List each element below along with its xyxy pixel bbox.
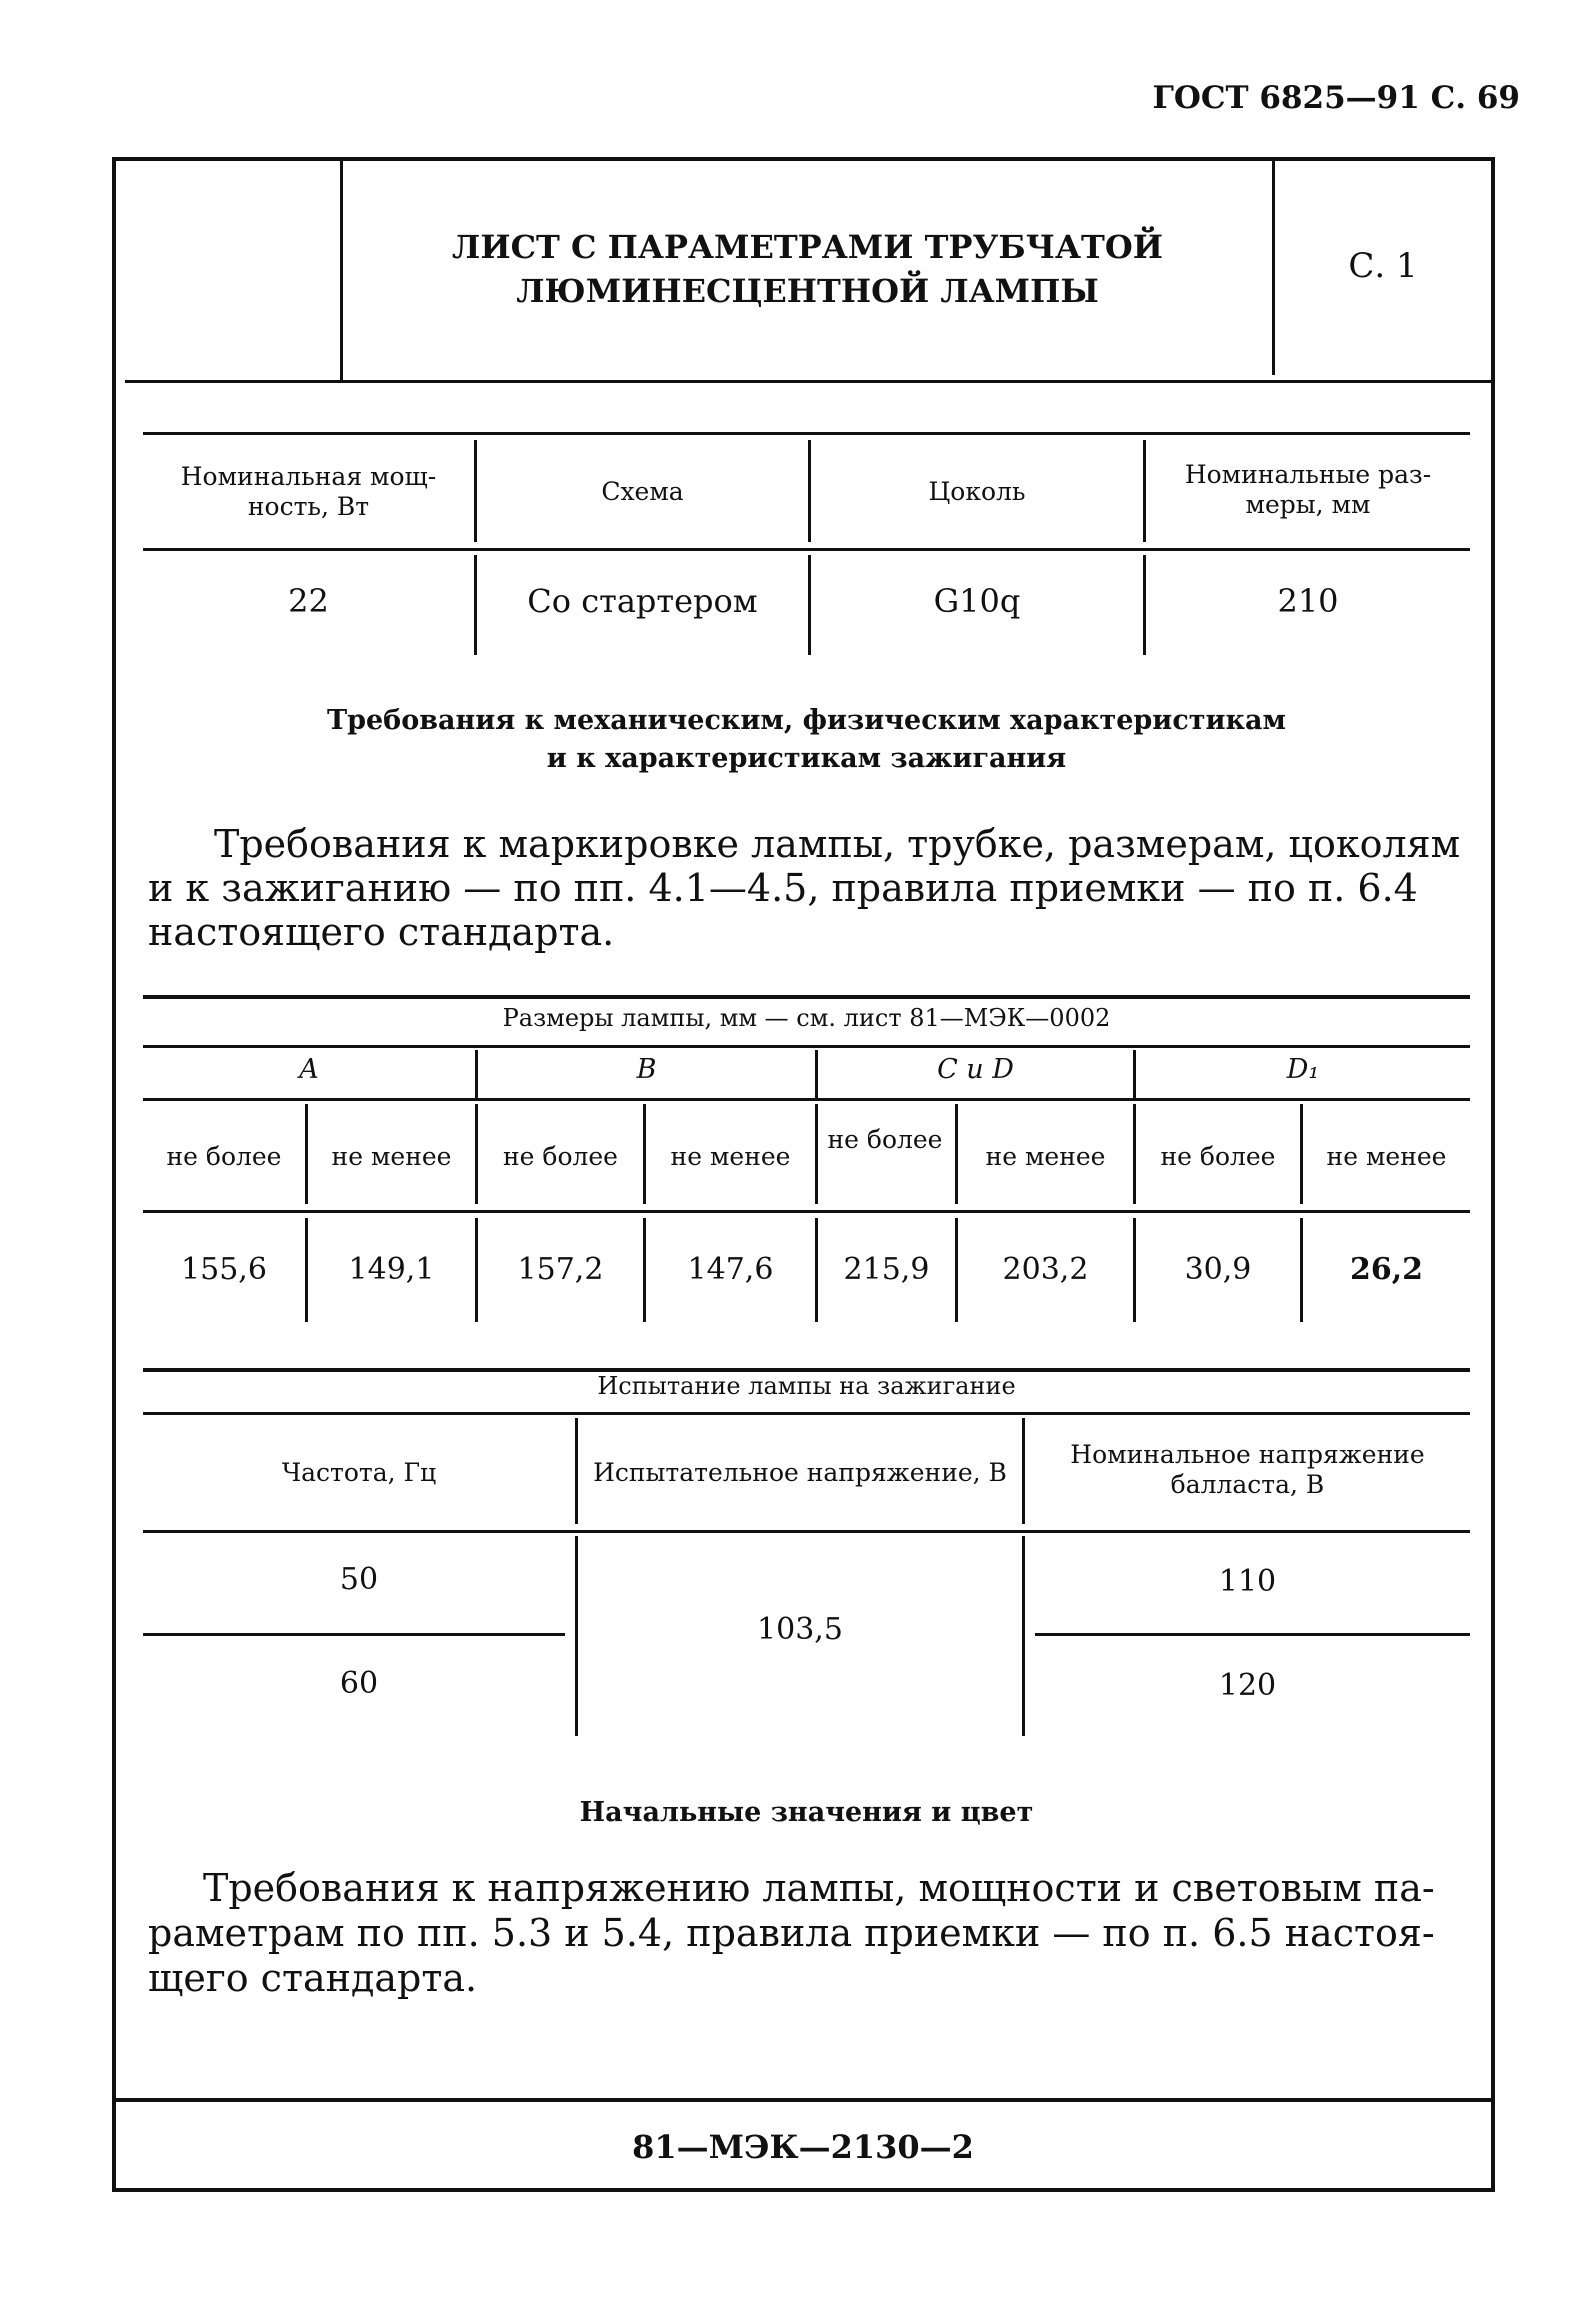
ignition-caption: Испытание лампы на зажигание — [597, 1372, 1016, 1400]
dimensions-subheader-cd-min: не менее — [985, 1142, 1106, 1171]
sheet-title-line2: ЛЮМИНЕСЦЕНТНОЙ ЛАМПЫ — [516, 272, 1099, 310]
dimensions-value-a-max: 155,6 — [181, 1252, 267, 1287]
params-value-dimensions: 210 — [1277, 582, 1339, 620]
section2-text — [148, 1866, 1478, 2001]
dimensions-value-b-min: 147,6 — [687, 1252, 774, 1287]
dimensions-value-cd-min: 203,2 — [1002, 1252, 1089, 1287]
params-value-scheme: Со стартером — [527, 582, 758, 620]
dimensions-caption: Размеры лампы, мм — см. лист 81—МЭК—0002 — [502, 1004, 1111, 1032]
dimensions-subheader-d1-min: не менее — [1326, 1142, 1447, 1171]
dimensions-subheader-d1-max: не более — [1160, 1142, 1276, 1171]
dimensions-group-cd: C и D — [937, 1054, 1014, 1085]
dimensions-value-d1-min: 26,2 — [1349, 1252, 1424, 1287]
ignition-freq-60: 60 — [339, 1666, 379, 1701]
dimensions-subheader-a-max: не более — [166, 1142, 282, 1171]
dimensions-value-cd-max: 215,9 — [843, 1252, 930, 1287]
sheet-title-line1: ЛИСТ С ПАРАМЕТРАМИ ТРУБЧАТОЙ — [452, 228, 1163, 266]
params-value-base: G10q — [933, 582, 1021, 620]
ignition-header-frequency: Частота, Гц — [281, 1458, 437, 1487]
page-header-gost-ref: ГОСТ 6825—91 С. 69 — [1152, 80, 1520, 116]
footer-divider — [115, 2098, 1491, 2102]
params-header-base: Цоколь — [928, 477, 1026, 506]
section2-text-line2: раметрам по пп. 5.3 и 5.4, правила приемки — по п. 6.5 настоя- — [148, 1911, 1435, 1955]
dimensions-value-d1-max: 30,9 — [1184, 1252, 1252, 1287]
params-header-scheme: Схема — [601, 477, 684, 506]
section2-heading: Начальные значения и цвет — [579, 1797, 1034, 1828]
params-header-power-line2: ность, Вт — [247, 492, 370, 521]
ignition-ballast-110: 110 — [1218, 1564, 1277, 1599]
ignition-header-ballast-voltage — [1025, 1440, 1470, 1500]
params-header-power — [143, 462, 474, 522]
dimensions-group-d1: D₁ — [1286, 1054, 1320, 1085]
section1-heading — [143, 702, 1470, 778]
params-header-power-line1: Номинальная мощ- — [180, 462, 437, 491]
dimensions-group-a: A — [299, 1054, 319, 1085]
dimensions-group-b: B — [636, 1054, 657, 1085]
dimensions-subheader-b-max: не более — [503, 1142, 618, 1171]
sheet-title — [343, 225, 1272, 313]
sheet-page-number: С. 1 — [1348, 246, 1418, 286]
ignition-header-test-voltage: Испытательное напряжение, В — [593, 1458, 1007, 1487]
section1-text-line1: Требования к маркировке лампы, трубке, размерам, цоколям — [214, 822, 1461, 866]
params-header-dimensions-line1: Номинальные раз- — [1184, 460, 1432, 489]
dimensions-subheader-a-min: не менее — [331, 1142, 452, 1171]
dimensions-subheader-cd-max: не более — [827, 1125, 943, 1154]
ignition-header-ballast-line1: Номинальное напряжение — [1070, 1440, 1425, 1469]
section2-text-line1: Требования к напряжению лампы, мощности и световым па- — [203, 1866, 1435, 1910]
section1-text — [148, 822, 1478, 954]
dimensions-subheader-b-min: не менее — [670, 1142, 791, 1171]
section1-heading-line1: Требования к механическим, физическим характеристикам — [327, 705, 1286, 736]
section1-heading-line2: и к характеристикам зажигания — [546, 743, 1067, 774]
ignition-ballast-120: 120 — [1218, 1668, 1277, 1703]
footer-sheet-code: 81—МЭК—2130—2 — [632, 2128, 974, 2166]
section2-text-line3: щего стандарта. — [148, 1956, 478, 2000]
dimensions-value-a-min: 149,1 — [348, 1252, 435, 1287]
ignition-header-ballast-line2: балласта, В — [1170, 1470, 1325, 1499]
ignition-test-voltage-value: 103,5 — [757, 1612, 843, 1647]
params-header-dimensions-line2: меры, мм — [1245, 490, 1371, 519]
dimensions-value-b-max: 157,2 — [517, 1252, 604, 1287]
ignition-freq-50: 50 — [339, 1562, 379, 1597]
section1-text-line2: и к зажиганию — по пп. 4.1—4.5, правила приемки — по п. 6.4 — [148, 866, 1418, 910]
section1-text-line3: настоящего стандарта. — [148, 910, 615, 954]
params-header-dimensions — [1146, 460, 1470, 520]
params-value-power: 22 — [288, 582, 329, 620]
